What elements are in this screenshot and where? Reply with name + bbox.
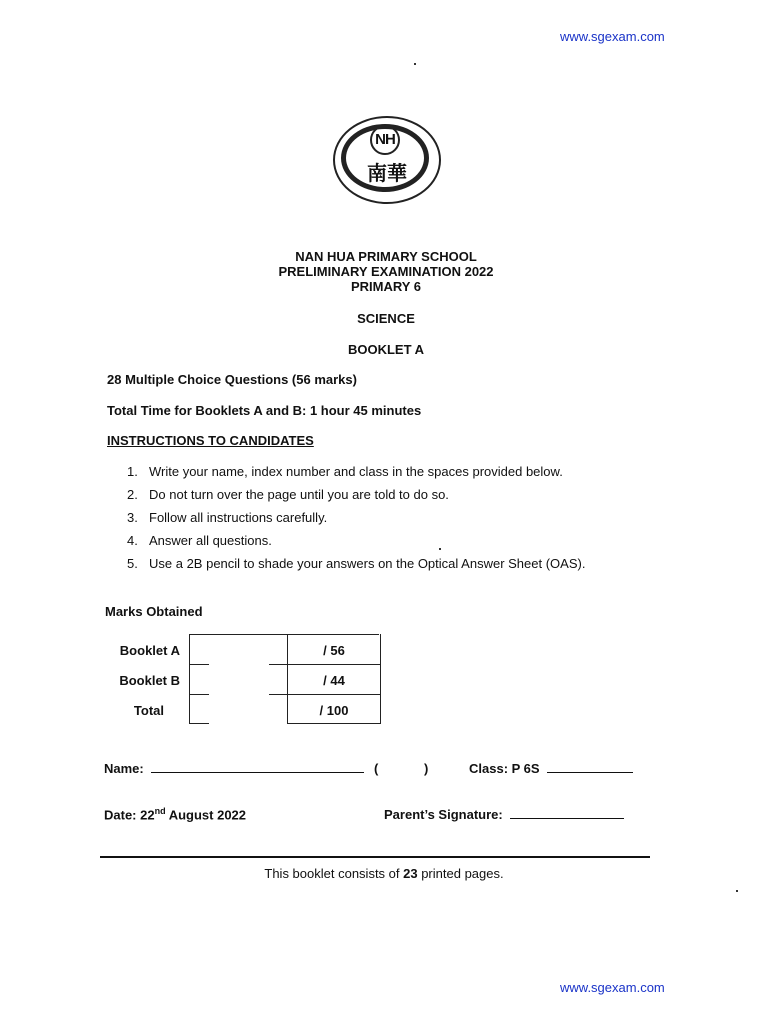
name-blank[interactable] [151, 760, 364, 773]
signature-blank[interactable] [510, 806, 624, 819]
date-field: Date: 22nd August 2022 [104, 806, 247, 823]
score-label-booklet-a: Booklet A [119, 643, 180, 658]
website-link-top[interactable]: www.sgexam.com [560, 29, 665, 44]
school-logo [333, 116, 441, 204]
booklet-a-max: / 56 [323, 643, 345, 658]
exam-title: PRELIMINARY EXAMINATION 2022 [278, 264, 494, 279]
class-blank[interactable] [547, 760, 633, 773]
instruction-item: 1. Write your name, index number and class in the spaces provided below. [127, 464, 563, 479]
instructions-heading: INSTRUCTIONS TO CANDIDATES [107, 433, 314, 448]
marks-heading: Marks Obtained [105, 604, 203, 619]
subject-title: SCIENCE [357, 311, 415, 326]
logo-initials: NH [370, 125, 400, 155]
page-count-note: This booklet consists of 23 printed pages. [264, 866, 504, 881]
class-label: Class: P 6S [469, 761, 540, 776]
time-info: Total Time for Booklets A and B: 1 hour 45 minutes [107, 403, 422, 418]
instruction-item: 4. Answer all questions. [127, 533, 272, 548]
score-label-total: Total [133, 703, 164, 718]
school-name: NAN HUA PRIMARY SCHOOL [295, 249, 477, 264]
total-max: / 100 [319, 703, 349, 718]
booklet-b-max: / 44 [323, 673, 345, 688]
marks-table [189, 634, 383, 724]
index-open-paren: ( [374, 761, 379, 776]
website-link-bottom[interactable]: www.sgexam.com [560, 980, 665, 995]
name-label: Name: [104, 761, 144, 776]
name-field[interactable] [104, 760, 428, 776]
booklet-title: BOOKLET A [347, 342, 425, 357]
scan-speck [439, 548, 441, 550]
logo-chinese-name: 南華 [367, 161, 407, 185]
mcq-info: 28 Multiple Choice Questions (56 marks) [107, 372, 357, 387]
page-count: 23 [403, 866, 418, 881]
level-title: PRIMARY 6 [350, 279, 422, 294]
class-field[interactable] [469, 760, 633, 776]
scan-speck [736, 890, 738, 892]
index-close-paren: ) [423, 761, 429, 776]
parent-signature-label: Parent’s Signature: [384, 807, 503, 822]
instruction-item: 2. Do not turn over the page until you are told to do so. [127, 487, 449, 502]
instruction-item: 5. Use a 2B pencil to shade your answers on the Optical Answer Sheet (OAS). [127, 556, 586, 571]
instruction-item: 3. Follow all instructions carefully. [127, 510, 328, 525]
parent-signature-field[interactable] [384, 806, 624, 822]
scan-speck [414, 63, 416, 65]
footer-divider [100, 856, 650, 858]
instructions-list [127, 464, 585, 579]
score-label-booklet-b: Booklet B [119, 673, 180, 688]
